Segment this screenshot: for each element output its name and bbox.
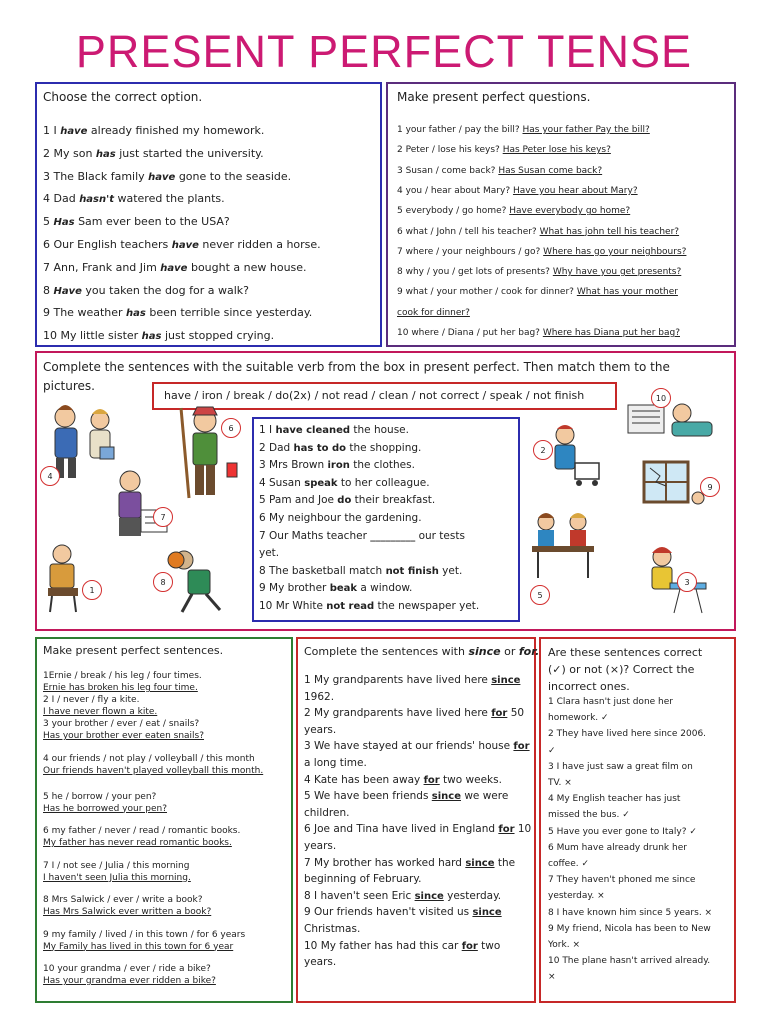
sincefor-text: 1 My grandparents have lived here — [304, 674, 492, 686]
complete-item — [259, 530, 465, 542]
picture-number-3: 3 — [677, 572, 697, 592]
question-item — [397, 247, 686, 257]
sincefor-line — [304, 823, 531, 835]
sincefor-answer: for — [423, 774, 440, 786]
choose-item-answer: have — [171, 240, 199, 251]
choose-item-answer: has — [126, 308, 146, 320]
complete-item — [259, 459, 415, 471]
sincefor-text: 7 My brother has worked hard — [304, 856, 466, 869]
sincefor-text: 1962. — [304, 690, 335, 703]
complete-item-text: the house. — [350, 424, 409, 436]
choose-item-answer: has — [141, 331, 162, 343]
correct-line: homework. ✓ — [548, 713, 609, 724]
sentences-heading: Make present perfect sentences. — [43, 644, 224, 657]
question-answer: Has your father Pay the bill? — [522, 125, 650, 135]
sincefor-text: the — [494, 856, 516, 869]
sincefor-line — [304, 790, 508, 802]
sincefor-answer: since — [431, 791, 461, 803]
sincefor-line — [304, 691, 334, 703]
choose-item-text: 1 I — [43, 124, 61, 137]
choose-item-text: 4 Dad — [43, 192, 80, 206]
question-prompt: 10 where / Diana / put her bag? — [397, 328, 543, 338]
choose-item-answer: hasn't — [79, 194, 114, 206]
complete-item — [259, 442, 421, 454]
sincefor-line — [304, 923, 360, 935]
complete-item — [259, 600, 479, 612]
sincefor-line — [304, 707, 524, 719]
questions-heading: Make present perfect questions. — [397, 90, 591, 104]
sincefor-answer: for — [513, 741, 530, 753]
complete-item-answer: not finish — [385, 565, 439, 577]
sincefor-text: 2 My grandparents have lived here — [304, 707, 492, 720]
question-answer: Why have you get presents? — [552, 267, 682, 278]
question-item — [397, 125, 650, 135]
sentence-answer: Has your brother ever eaten snails? — [43, 731, 205, 741]
correct-line: yesterday. × — [548, 891, 605, 902]
complete-item-text: 7 Our Maths teacher — [259, 529, 371, 542]
choose-item — [43, 147, 264, 160]
question-item — [397, 206, 630, 216]
complete-item-text: the shopping. — [346, 441, 422, 454]
sincefor-text: beginning of February. — [304, 873, 422, 886]
question-prompt: 6 what / John / tell his teacher? — [397, 226, 540, 237]
correct-line: 7 They haven't phoned me since — [548, 875, 696, 886]
complete-item-text: their breakfast. — [351, 494, 436, 507]
choose-item-text: 8 — [43, 283, 54, 297]
sincefor-text: 10 My father has had this car — [304, 939, 462, 952]
sincefor-text: years. — [304, 723, 337, 736]
correct-line: 3 I have just saw a great film on — [548, 761, 693, 772]
sentence-prompt: 8 Mrs Salwick / ever / write a book? — [43, 895, 203, 905]
choose-item-text: 3 The Black family — [43, 169, 149, 183]
sincefor-text: 8 I haven't seen Eric — [304, 889, 415, 902]
correct-line: 8 I have known him since 5 years. × — [548, 907, 713, 918]
sincefor-line — [304, 890, 501, 902]
sentence-prompt: 3 your brother / ever / eat / snails? — [43, 719, 200, 729]
sincefor-text: 9 Our friends haven't visited us — [304, 906, 473, 919]
sincefor-text: two — [477, 939, 501, 952]
sincefor-text: 10 — [514, 823, 532, 836]
choose-item — [43, 170, 291, 183]
complete-item-answer: _________ — [370, 530, 416, 542]
choose-item-text: 6 Our English teachers — [43, 238, 172, 251]
cartoon-reading-newspaper-image — [620, 395, 720, 445]
sincefor-line — [304, 873, 421, 885]
complete-item — [259, 565, 462, 577]
sentence-answer: My Family has lived in this town for 6 year — [43, 941, 234, 952]
complete-item-text: 1 I — [259, 424, 276, 436]
complete-item — [259, 477, 430, 489]
sincefor-text: years. — [304, 840, 337, 852]
sentence-prompt: 4 our friends / not play / volleyball / this month — [43, 753, 255, 764]
correct-line: 5 Have you ever gone to Italy? ✓ — [548, 826, 697, 837]
choose-item-text: been terrible since yesterday. — [145, 306, 313, 320]
sentence-answer: I have never flown a kite. — [43, 707, 158, 717]
choose-item-text: watered the plants. — [113, 192, 225, 206]
question-item — [397, 308, 470, 318]
complete-item-text: a window. — [357, 582, 413, 595]
complete-item-answer: do — [337, 495, 352, 507]
question-item — [397, 267, 681, 277]
sincefor-answer: since — [491, 675, 521, 686]
sincefor-text: 6 Joe and Tina have lived in England — [304, 823, 499, 836]
choose-item-text: 10 My little sister — [43, 329, 142, 343]
complete-item-text: the clothes. — [349, 459, 415, 472]
sincefor-text: 50 — [507, 707, 525, 720]
complete-item-text: yet. — [259, 547, 280, 560]
cartoon-ironing-image — [640, 545, 710, 617]
choose-item-text: you taken the dog for a walk? — [81, 283, 249, 297]
sincefor-line — [304, 940, 500, 952]
choose-item — [43, 192, 225, 205]
correct-heading: (✓) or not (×)? Correct the — [548, 663, 695, 676]
sincefor-line — [304, 674, 520, 686]
sincefor-text: Christmas. — [304, 923, 361, 935]
choose-item-text: just started the university. — [115, 146, 264, 160]
complete-item — [259, 547, 279, 559]
sentence-prompt: 9 my family / lived / in this town / for 6 years — [43, 929, 246, 940]
picture-number-8: 8 — [153, 572, 173, 592]
sentence-prompt: 5 he / borrow / your pen? — [43, 791, 157, 802]
sincefor-answer: for — [498, 824, 515, 836]
sincefor-line — [304, 906, 502, 918]
question-answer: cook for dinner? — [397, 307, 470, 318]
choose-item-answer: have — [60, 126, 88, 137]
complete-item-text: the gardening. — [344, 512, 422, 524]
question-item — [397, 166, 602, 176]
complete-heading: Complete the sentences with the suitable verb from the box in present perfect. Then match them to the — [43, 360, 670, 374]
question-prompt: 8 why / you / get lots of presents? — [397, 267, 553, 278]
question-prompt: 9 what / your mother / cook for dinner? — [397, 287, 577, 298]
sincefor-heading: Complete the sentences with since or for. — [304, 645, 540, 658]
correct-line: TV. × — [548, 778, 572, 788]
complete-item-text: 2 Dad — [259, 441, 294, 454]
question-prompt: 1 your father / pay the bill? — [397, 125, 523, 135]
choose-item-text: already finished my homework. — [87, 124, 265, 137]
cartoon-breakfast-image — [528, 510, 598, 585]
sincefor-line — [304, 807, 349, 819]
page-title: PRESENT PERFECT TENSE — [75, 26, 693, 77]
complete-item-text: 10 Mr White — [259, 600, 327, 612]
sincefor-answer: for — [461, 940, 478, 952]
complete-item-answer: not read — [326, 601, 375, 612]
question-item — [397, 227, 679, 237]
sincefor-line — [304, 740, 530, 752]
sentence-answer: Ernie has broken his leg four time. — [43, 683, 198, 693]
choose-item-answer: Have — [53, 285, 82, 297]
question-answer: Where has Diana put her bag? — [542, 328, 680, 338]
complete-item-answer: beak — [329, 583, 358, 595]
question-answer: Have everybody go home? — [509, 206, 631, 217]
choose-item — [43, 215, 230, 228]
correct-line: 6 Mum have already drunk her — [548, 842, 687, 853]
correct-line: York. × — [548, 940, 580, 950]
choose-item-answer: have — [148, 171, 176, 183]
question-answer: Has Susan come back? — [498, 165, 603, 176]
sincefor-text: 3 We have stayed at our friends' house — [304, 740, 514, 753]
correct-line: 1 Clara hasn't just done her — [548, 697, 673, 707]
sentence-answer: Our friends haven't played volleyball this month. — [43, 765, 264, 776]
complete-item-text: 3 Mrs Brown — [259, 459, 328, 472]
picture-number-2: 2 — [533, 440, 553, 460]
question-prompt: 7 where / your neighbours / go? — [397, 246, 544, 257]
correct-line: 10 The plane hasn't arrived already. — [548, 956, 711, 967]
choose-item-text: bought a new house. — [187, 260, 307, 274]
question-prompt: 4 you / hear about Mary? — [397, 185, 513, 196]
sincefor-text: two weeks. — [439, 773, 502, 786]
correct-line: 4 My English teacher has just — [548, 794, 681, 805]
sincefor-line — [304, 774, 502, 786]
question-prompt: 3 Susan / come back? — [397, 165, 499, 176]
complete-item-text: 6 My neighbour — [259, 512, 345, 524]
complete-item-text: 4 Susan — [259, 476, 305, 489]
sincefor-line — [304, 840, 336, 852]
choose-item-text: 5 — [43, 215, 54, 229]
sentence-prompt: 2 I / never / fly a kite. — [43, 695, 140, 705]
sentence-answer: Has Mrs Salwick ever written a book? — [43, 907, 212, 917]
choose-item-text: 2 My son — [43, 146, 96, 160]
sincefor-text: years. — [304, 956, 337, 969]
complete-item-text: 9 My brother — [259, 582, 330, 595]
verb-box: have / iron / break / do(2x) / not read / clean / not correct / speak / not finish — [152, 382, 617, 410]
complete-item-text: 8 The basketball match — [259, 564, 386, 577]
picture-number-9: 9 — [700, 477, 720, 497]
choose-item-text: 7 Ann, Frank and Jim — [43, 260, 161, 274]
picture-number-6: 6 — [221, 418, 241, 438]
sincefor-answer: since — [414, 890, 444, 902]
sincefor-text: we were — [461, 790, 509, 803]
sentence-prompt: 7 I / not see / Julia / this morning — [43, 860, 190, 871]
sincefor-text: 4 Kate has been away — [304, 773, 424, 786]
sentence-prompt: 1Ernie / break / his leg / four times. — [43, 671, 202, 681]
choose-item-answer: Has — [53, 217, 75, 229]
question-answer: Have you hear about Mary? — [512, 185, 638, 196]
question-item — [397, 287, 678, 297]
correct-line: 2 They have lived here since 2006. — [548, 729, 707, 740]
choose-item — [43, 329, 274, 342]
picture-number-1: 1 — [82, 580, 102, 600]
choose-item-answer: have — [160, 262, 188, 274]
picture-number-5: 5 — [530, 585, 550, 605]
correct-line: ✓ — [548, 745, 556, 756]
complete-heading-2: pictures. — [43, 379, 95, 393]
sincefor-line — [304, 724, 336, 736]
sincefor-line — [304, 757, 367, 769]
correct-line: × — [548, 972, 556, 983]
sentence-answer: I haven't seen Julia this morning. — [43, 872, 191, 883]
sincefor-answer: since — [465, 857, 495, 869]
choose-item — [43, 238, 321, 251]
complete-item-text: 5 Pam and Joe — [259, 494, 338, 507]
choose-item-text: Sam ever been to the USA? — [74, 215, 230, 229]
complete-item-text: to her colleague. — [337, 476, 430, 489]
choose-item — [43, 261, 307, 274]
complete-item-answer: have cleaned — [275, 425, 351, 436]
sentence-prompt: 10 your grandma / ever / ride a bike? — [43, 964, 211, 974]
choose-item — [43, 284, 249, 297]
sincefor-line — [304, 857, 515, 869]
sincefor-answer: since — [472, 907, 502, 919]
question-prompt: 5 everybody / go home? — [397, 206, 510, 217]
complete-item-answer: has to do — [293, 442, 347, 454]
sincefor-line — [304, 956, 336, 968]
question-answer: Where has go your neighbours? — [543, 246, 687, 257]
sentence-prompt: 6 my father / never / read / romantic books. — [43, 826, 241, 836]
choose-item — [43, 306, 312, 319]
question-item — [397, 328, 680, 338]
choose-item-text: gone to the seaside. — [175, 169, 292, 183]
choose-item-text: 9 The weather — [43, 306, 127, 320]
sentence-answer: My father has never read romantic books. — [43, 838, 232, 848]
complete-item-answer: speak — [304, 477, 338, 489]
choose-item-answer: has — [95, 148, 116, 160]
complete-item — [259, 512, 422, 524]
picture-number-7: 7 — [153, 507, 173, 527]
sincefor-answer: for — [491, 708, 508, 720]
correct-line: 9 My friend, Nicola has been to New — [548, 923, 711, 934]
complete-item-text: the newspaper yet. — [374, 600, 480, 612]
sincefor-text: a long time. — [304, 757, 367, 769]
choose-item — [43, 124, 264, 137]
cartoon-shopping-image — [545, 423, 605, 493]
complete-item-text: yet. — [438, 564, 463, 577]
question-item — [397, 186, 638, 196]
sincefor-text: yesterday. — [443, 889, 502, 902]
choose-heading: Choose the correct option. — [43, 90, 203, 104]
choose-item-text: just stopped crying. — [161, 329, 275, 343]
question-item — [397, 145, 611, 155]
question-answer: What has your mother — [576, 287, 678, 298]
cartoon-teacher-image — [105, 465, 175, 545]
cartoon-man-reading-image — [40, 540, 100, 615]
picture-number-4: 4 — [40, 466, 60, 486]
sincefor-text: 5 We have been friends — [304, 790, 432, 803]
question-prompt: 2 Peter / lose his keys? — [397, 145, 503, 156]
complete-item — [259, 494, 435, 506]
choose-item-text: never ridden a horse. — [198, 238, 321, 251]
question-answer: What has john tell his teacher? — [539, 226, 680, 237]
complete-item — [259, 424, 409, 436]
complete-item-answer: iron — [327, 460, 350, 472]
correct-line: missed the bus. ✓ — [548, 810, 630, 821]
complete-item — [259, 582, 412, 594]
sentence-answer: Has your grandma ever ridden a bike? — [43, 976, 216, 986]
correct-line: coffee. ✓ — [548, 859, 589, 869]
picture-number-10: 10 — [651, 388, 671, 408]
question-answer: Has Peter lose his keys? — [502, 145, 611, 156]
sincefor-text: children. — [304, 806, 350, 819]
correct-heading: Are these sentences correct — [548, 646, 703, 659]
complete-item-text: our tests — [415, 529, 465, 542]
sentence-answer: Has he borrowed your pen? — [43, 803, 168, 814]
correct-heading: incorrect ones. — [548, 680, 630, 693]
